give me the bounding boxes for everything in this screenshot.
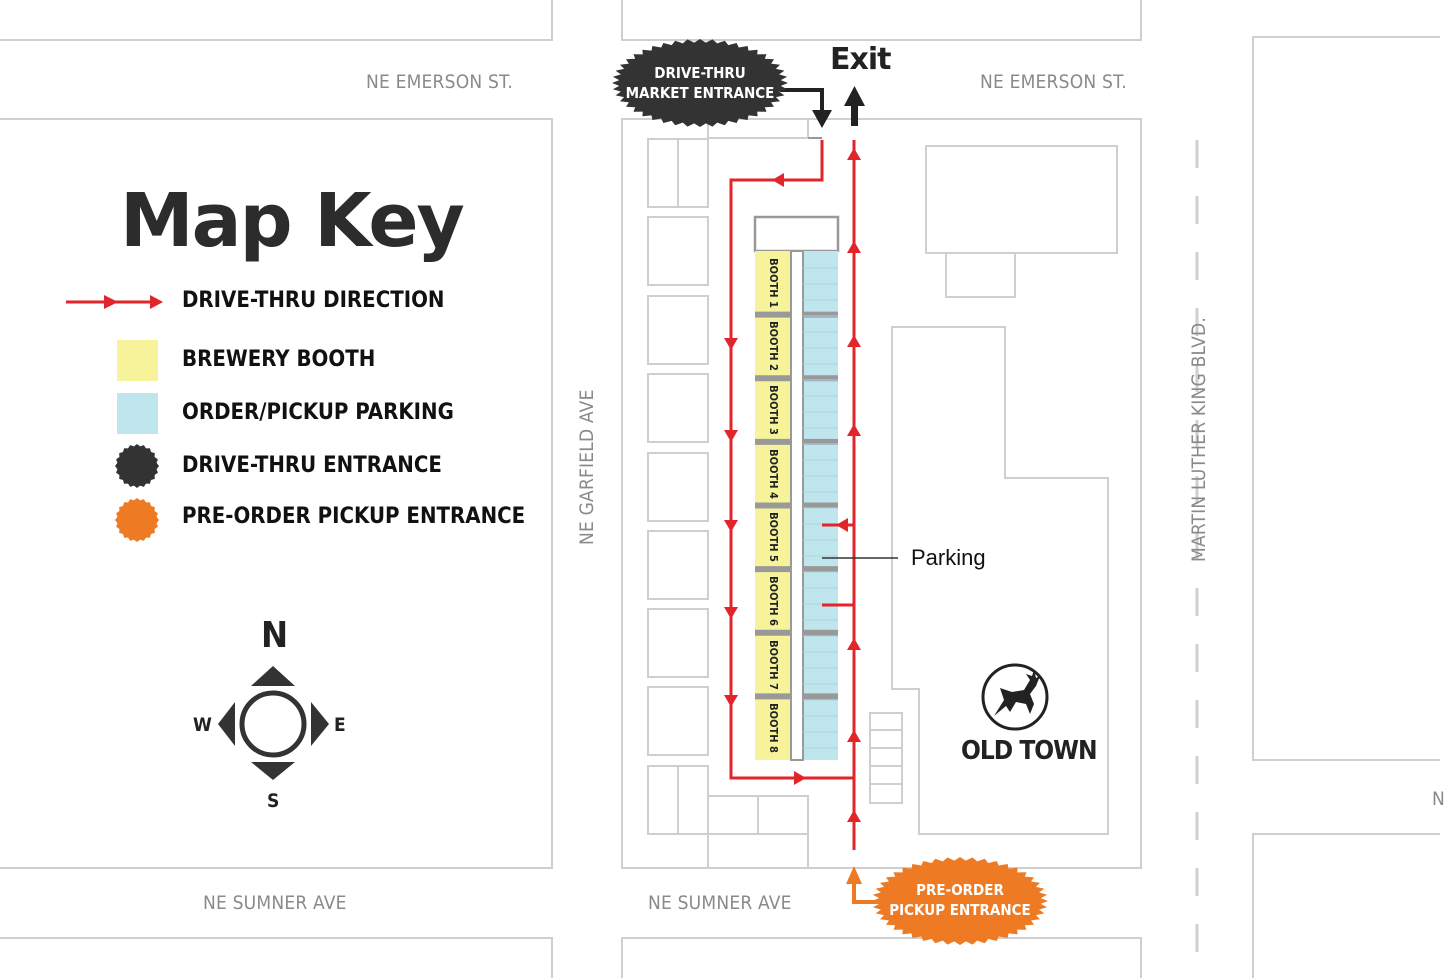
booth-label: BOOTH 4 xyxy=(767,448,780,499)
legend-red-arrow-icon xyxy=(66,295,163,309)
booth-label: BOOTH 3 xyxy=(767,385,780,435)
street-emerson-east: NE EMERSON ST. xyxy=(980,71,1128,93)
parking-divider xyxy=(803,630,838,636)
legend-booth-swatch xyxy=(117,340,158,381)
old-town-logo-text: OLD TOWN xyxy=(961,736,1097,766)
preorder-entrance-line2: PICKUP ENTRANCE xyxy=(889,901,1031,919)
street-emerson-west: NE EMERSON ST. xyxy=(366,71,514,93)
parking-label: Parking xyxy=(911,545,986,570)
compass-south: S xyxy=(267,790,280,812)
booth-label: BOOTH 8 xyxy=(767,703,780,754)
street-sumner-west: NE SUMNER AVE xyxy=(203,892,347,914)
booth-label: BOOTH 7 xyxy=(767,639,780,690)
street-sumner-mid: NE SUMNER AVE xyxy=(648,892,792,914)
legend-title: Map Key xyxy=(120,178,463,264)
entrance-arrow xyxy=(780,90,832,128)
drive-thru-entrance-line1: DRIVE-THRU xyxy=(654,64,746,82)
street-cut-label: N xyxy=(1432,788,1445,810)
exit-label: Exit xyxy=(830,42,891,77)
legend-label-preorder-entrance: PRE-ORDER PICKUP ENTRANCE xyxy=(182,504,526,529)
booth-label: BOOTH 1 xyxy=(767,257,780,308)
booth-label: BOOTH 5 xyxy=(767,512,780,563)
booth-label: BOOTH 2 xyxy=(767,321,780,372)
compass-rose-icon xyxy=(218,666,329,780)
legend-dark-seal-icon xyxy=(115,444,159,488)
parking-divider xyxy=(803,566,838,572)
compass-east: E xyxy=(334,714,346,736)
parking-divider xyxy=(803,312,838,318)
legend-label-parking: ORDER/PICKUP PARKING xyxy=(182,400,454,425)
compass-west: W xyxy=(193,714,212,736)
preorder-entrance-line1: PRE-ORDER xyxy=(916,881,1004,899)
drive-thru-entrance-line2: MARKET ENTRANCE xyxy=(625,84,775,102)
booth-label: BOOTH 6 xyxy=(767,576,780,626)
parking-divider xyxy=(803,693,838,699)
legend-orange-seal-icon xyxy=(115,498,159,542)
legend-label-drive-thru-entrance: DRIVE-THRU ENTRANCE xyxy=(182,453,442,478)
street-garfield: NE GARFIELD AVE xyxy=(576,389,598,545)
compass-north: N xyxy=(261,615,289,656)
leaping-deer-icon xyxy=(983,665,1047,729)
legend-label-booth: BREWERY BOOTH xyxy=(182,347,376,372)
legend-parking-swatch xyxy=(117,393,158,434)
legend-label-direction: DRIVE-THRU DIRECTION xyxy=(182,288,445,313)
street-mlk: MARTIN LUTHER KING BLVD. xyxy=(1188,316,1210,562)
